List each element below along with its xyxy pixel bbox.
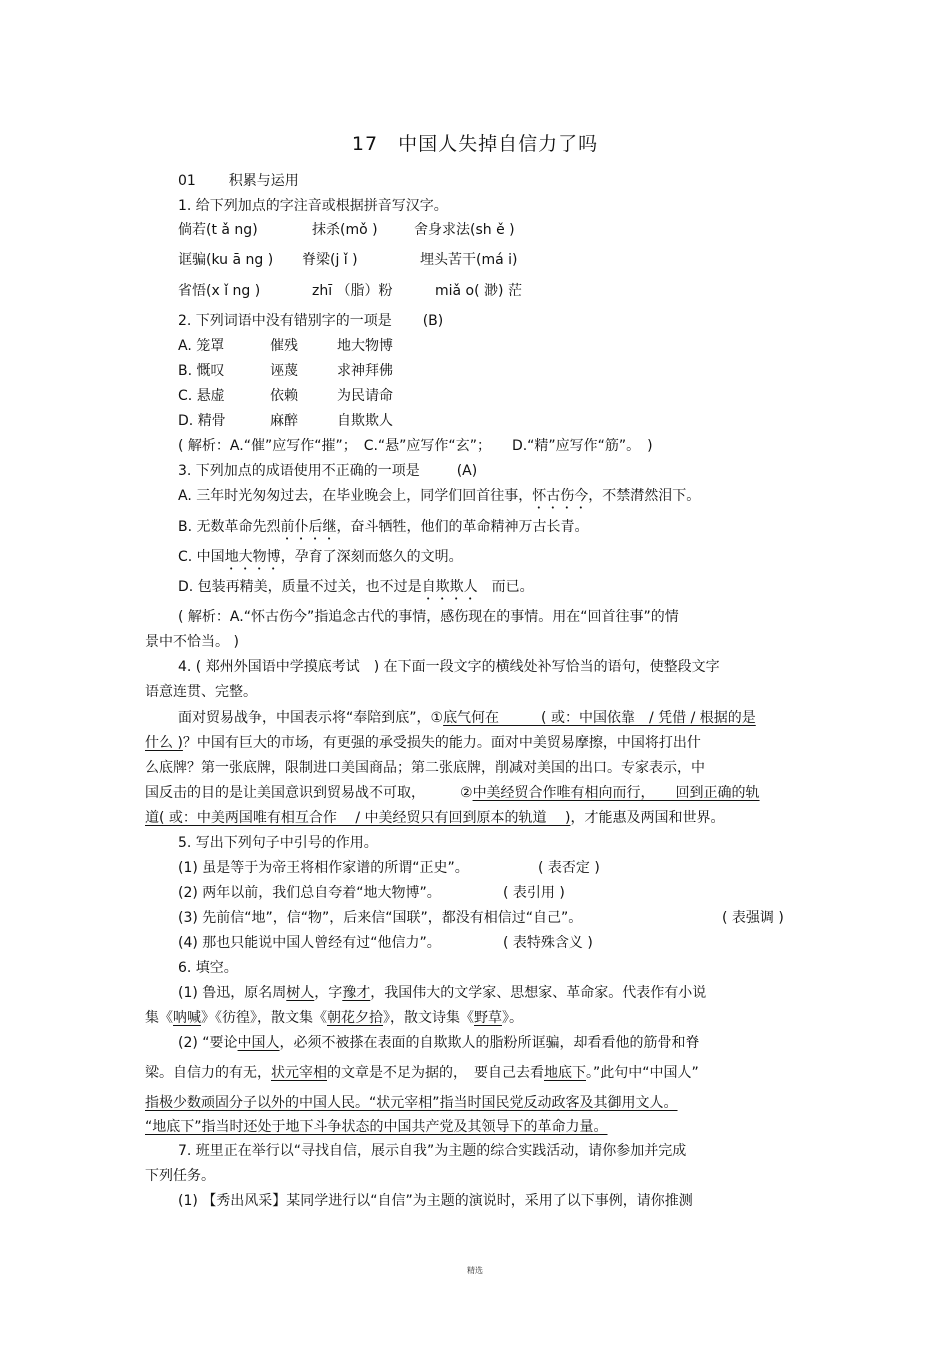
text: (1) 鲁迅，原名周 <box>178 985 287 1001</box>
option-letter: C. <box>178 388 193 404</box>
text: 。”此句中“中国人” <box>586 1065 699 1081</box>
answer-blank: 野草 <box>474 1010 502 1026</box>
answer-blank: 呐喊 <box>173 1010 201 1026</box>
text: 》。 <box>502 1010 523 1026</box>
option-word: 地大物博 <box>337 338 393 354</box>
q1-item: zhī （脂）粉 <box>312 283 393 299</box>
q5-item: (4) 那也只能说中国人曾经有过“他信力”。 <box>178 935 441 951</box>
text: ，必须不被搽在表面的自欺欺人的脂粉所诓骗，却看看他的筋骨和脊 <box>279 1035 700 1051</box>
section-name: 积累与运用 <box>228 173 299 189</box>
q1-item: 脊梁(j ǐ ) <box>302 252 358 268</box>
q1-item: miǎ o( 渺) 茫 <box>435 283 522 299</box>
option-text: B. 无数革命先烈 <box>178 519 281 535</box>
passage-text: 国反击的目的是让美国意识到贸易战不可取， ② <box>145 785 473 801</box>
text: 集《 <box>145 1010 173 1026</box>
option-text: D. 包装再精美，质量不过关，也不过是 <box>178 579 422 595</box>
q3-option-c <box>178 548 463 573</box>
passage-text: 面对贸易战争，中国表示将“奉陪到底”，① <box>178 710 444 726</box>
answer-blank: 状元宰相 <box>271 1065 327 1081</box>
q3-analysis: 景中不恰当。 ) <box>145 634 239 650</box>
section-heading <box>178 172 299 190</box>
option-letter: A. <box>178 338 192 354</box>
option-letter: D. <box>178 413 194 429</box>
q2-option <box>178 337 224 355</box>
q5-item: (3) 先前信“地”，信“物”，后来信“国联”，都没有相信过“自己”。 <box>178 910 583 926</box>
answer-blank: 指极少数顽固分子以外的中国人民。“状元宰相”指当时国民党反动政客及其御用文人。 <box>145 1095 678 1111</box>
answer-blank: 中国人 <box>237 1035 280 1051</box>
answer-blank: 树人 <box>286 985 315 1001</box>
q3-answer: (A) <box>456 463 478 479</box>
q2-answer: (B) <box>422 313 444 329</box>
q6-line <box>145 1094 678 1112</box>
passage-text: ？中国有巨大的市场，有更强的承受损失的能力。面对中美贸易摩擦，中国将打出什 <box>182 735 701 751</box>
option-word: 诬蔑 <box>270 363 298 379</box>
option-letter: B. <box>178 363 193 379</box>
q5-item: (2) 两年以前，我们总自夸着“地大物博”。 <box>178 885 441 901</box>
q2-stem <box>178 312 443 330</box>
idiom-marked: 自欺欺人 <box>421 579 478 595</box>
answer-blank: 底气何在 ( 或：中国依靠 / 凭借 / 根据的是 <box>443 710 756 726</box>
text: 的文章是不足为据的， 要自己去看 <box>327 1065 544 1081</box>
q4-paragraph <box>145 734 701 752</box>
q3-stem <box>178 462 477 480</box>
answer-blank: 什么 ) <box>145 735 183 751</box>
q5-answer: ( 表引用 ) <box>503 885 565 901</box>
q7-stem: 7. 班里正在举行以“寻找自信，展示自我”为主题的综合实践活动，请你参加并完成 <box>178 1143 687 1159</box>
q2-stem-text: 2. 下列词语中没有错别字的一项是 <box>178 313 392 329</box>
q6-line <box>178 1034 700 1052</box>
option-word: 催残 <box>270 338 298 354</box>
answer-blank: “地底下”指当时还处于地下斗争状态的中国共产党及其领导下的革命力量。 <box>145 1119 608 1135</box>
option-word: 笼罩 <box>196 338 225 354</box>
q7-stem: 下列任务。 <box>145 1168 215 1184</box>
option-text: ，不禁潸然泪下。 <box>588 488 701 504</box>
q6-stem: 6. 填空。 <box>178 960 238 976</box>
idiom-marked: 前仆后继 <box>280 519 337 535</box>
q4-paragraph <box>145 784 760 802</box>
option-text: C. 中国 <box>178 549 225 565</box>
q7-task: (1) 【秀出风采】某同学进行以“自信”为主题的演说时，采用了以下事例，请你推测 <box>178 1193 693 1209</box>
q3-option-d <box>178 578 534 603</box>
q4-paragraph <box>178 709 756 727</box>
q1-item: 省悟(x ǐ ng ) <box>178 283 261 299</box>
idiom-marked: 地大物博 <box>224 549 281 565</box>
text: 》《彷徨》，散文集《 <box>201 1010 327 1026</box>
option-word: 精骨 <box>197 413 226 429</box>
q3-option-b <box>178 518 589 543</box>
q6-line <box>145 1064 699 1082</box>
q1-item: 埋头苦干(má i) <box>420 252 518 268</box>
q6-line <box>145 1009 523 1027</box>
q4-stem: 4. ( 郑州外国语中学摸底考试 ) 在下面一段文字的横线处补写恰当的语句，使整段文字 <box>178 659 720 675</box>
q6-line <box>145 1118 608 1136</box>
q4-paragraph: 么底牌？第一张底牌，限制进口美国商品；第二张底牌，削减对美国的出口。专家表示，中 <box>145 760 705 776</box>
idiom-marked: 怀古伤今 <box>532 488 589 504</box>
answer-blank: 朝花夕拾 <box>327 1010 383 1026</box>
text: 》，散文诗集《 <box>383 1010 474 1026</box>
q6-line <box>178 984 706 1002</box>
option-text: 而已。 <box>477 579 534 595</box>
option-word: 麻醉 <box>270 413 298 429</box>
q1-item: 抹杀(mǒ ) <box>312 222 378 238</box>
text: 梁。自信力的有无， <box>145 1065 271 1081</box>
text: ，我国伟大的文学家、思想家、革命家。代表作有小说 <box>370 985 707 1001</box>
q2-option <box>178 362 225 380</box>
option-word: 悬虚 <box>196 388 225 404</box>
option-word: 依赖 <box>270 388 298 404</box>
q1-item: 倘若(t ǎ ng) <box>178 222 258 238</box>
q5-stem: 5. 写出下列句子中引号的作用。 <box>178 835 378 851</box>
section-number: 01 <box>178 173 196 189</box>
q5-item: (1) 虽是等于为帝王将相作家谱的所谓“正史”。 <box>178 860 469 876</box>
q1-stem: 1. 给下列加点的字注音或根据拼音写汉字。 <box>178 198 448 214</box>
q4-paragraph <box>145 809 724 827</box>
answer-blank: 道( 或：中美两国唯有相互合作 / 中美经贸只有回到原本的轨道 ) <box>145 810 571 826</box>
page-title: 17 中国人失掉自信力了吗 <box>351 133 599 155</box>
passage-text: ，才能惠及两国和世界。 <box>570 810 725 826</box>
text: ，字 <box>314 985 343 1001</box>
q3-stem-text: 3. 下列加点的成语使用不正确的一项是 <box>178 463 420 479</box>
q5-answer: ( 表否定 ) <box>538 860 600 876</box>
q3-option-a <box>178 487 700 512</box>
answer-blank: 地底下 <box>544 1065 586 1081</box>
q5-answer: ( 表特殊含义 ) <box>503 935 593 951</box>
answer-blank: 中美经贸合作唯有相向而行， 回到正确的轨 <box>472 785 760 801</box>
option-text: ，孕育了深刻而悠久的文明。 <box>280 549 463 565</box>
q5-answer: ( 表强调 ) <box>722 910 784 926</box>
q4-stem: 语意连贯、完整。 <box>145 684 257 700</box>
option-text: A. 三年时光匆匆过去，在毕业晚会上，同学们回首往事， <box>178 488 533 504</box>
option-word: 自欺欺人 <box>337 413 393 429</box>
q3-analysis: ( 解析：A.“怀古伤今”指追念古代的事情，感伤现在的事情。用在“回首往事”的情 <box>178 609 679 625</box>
q1-item: 舍身求法(sh ě ) <box>414 222 515 238</box>
page-footer: 精选 <box>467 1266 483 1275</box>
q2-option <box>178 387 225 405</box>
q2-option <box>178 412 226 430</box>
q2-analysis: ( 解析：A.“催”应写作“摧”； C.“悬”应写作“玄”； D.“精”应写作“筋”。 ) <box>178 438 653 454</box>
q1-item: 诓骗(ku ā ng ) <box>178 252 274 268</box>
option-text: ，奋斗牺牲，他们的革命精神万古长青。 <box>336 519 589 535</box>
option-word: 为民请命 <box>337 388 393 404</box>
text: (2) “要论 <box>178 1035 238 1051</box>
option-word: 慨叹 <box>196 363 225 379</box>
option-word: 求神拜佛 <box>337 363 393 379</box>
answer-blank: 豫才 <box>342 985 371 1001</box>
